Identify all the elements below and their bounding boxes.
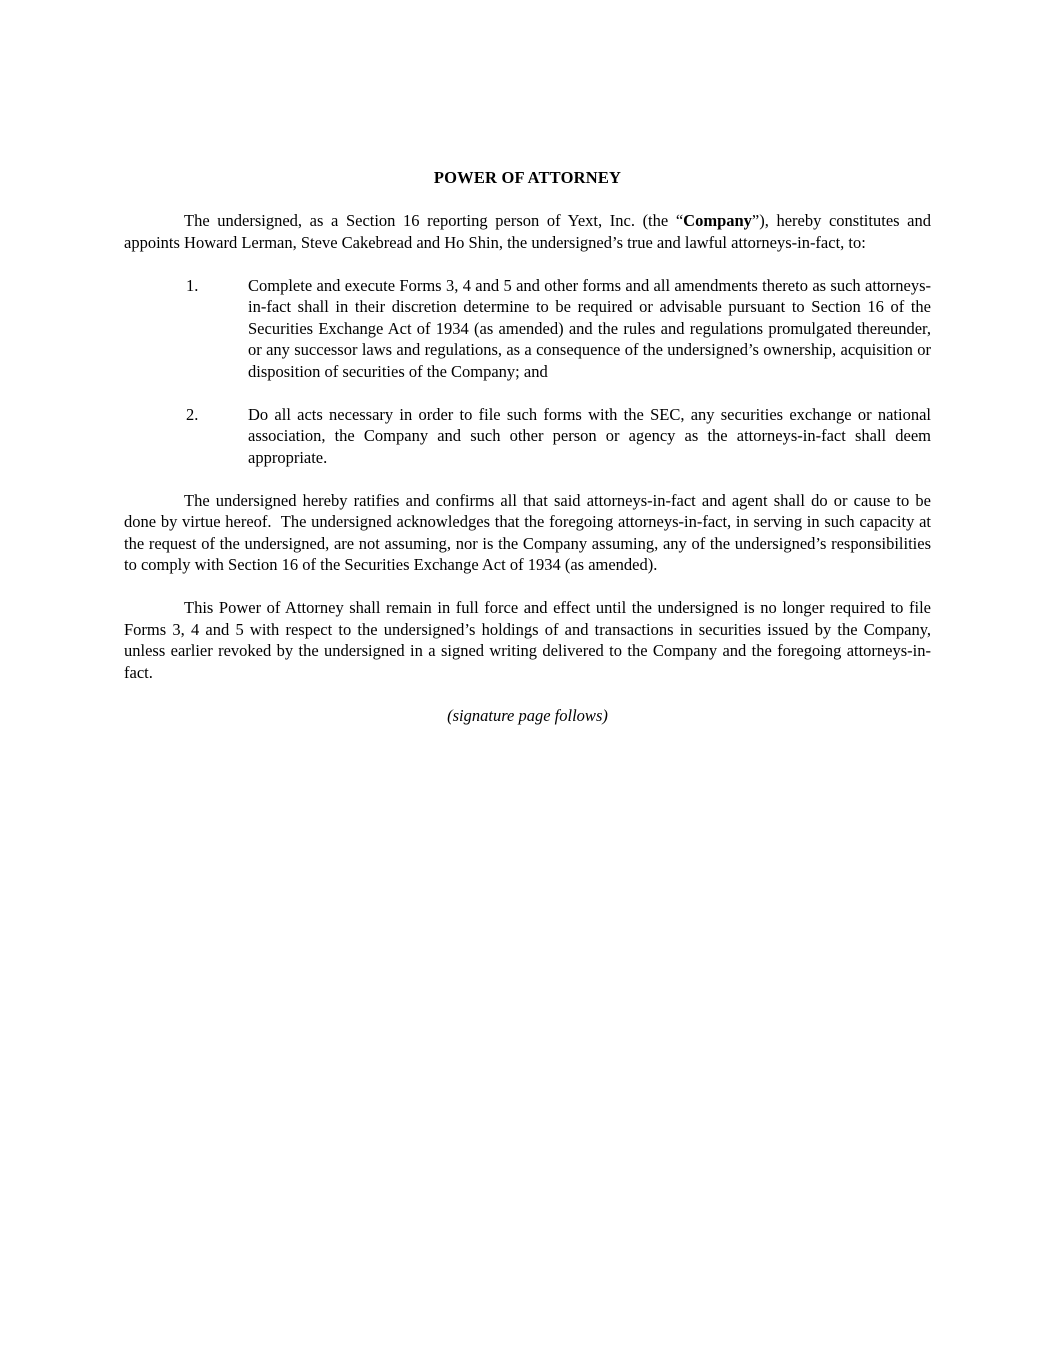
opening-paragraph-post: ”), hereby constitutes and appoints Howard Lerman, Steve Cakebread and Ho Shin, the undersigned’s true and lawful attorneys-in-fact, to: bbox=[124, 211, 931, 252]
list-item-1-number: 1. bbox=[186, 275, 199, 295]
document-title: POWER OF ATTORNEY bbox=[433, 168, 622, 187]
opening-paragraph-pre: The undersigned, as a Section 16 reporting person of Yext, Inc. (the “ bbox=[184, 211, 684, 230]
signature-page-note: (signature page follows) bbox=[447, 705, 608, 725]
opening-paragraph bbox=[124, 210, 931, 253]
duration-paragraph: This Power of Attorney shall remain in full force and effect until the undersigned is no longer required to file Forms 3, 4 and 5 with respect to the undersigned’s holdings of and transactions in securities issued by the Company, unless earlier revoked by the undersigned in a signed writing delivered to the Company and the foregoing attorneys-in-fact. bbox=[124, 598, 931, 682]
numbered-list bbox=[124, 275, 931, 469]
company-defined-term: Company bbox=[683, 211, 752, 230]
list-item-2-text: Do all acts necessary in order to file such forms with the SEC, any securities exchange or national association, the Company and such other person or agency as the attorneys-in-fact shall deem appropriate. bbox=[248, 404, 931, 467]
list-item-2-number: 2. bbox=[186, 404, 199, 424]
list-item-2 bbox=[124, 404, 931, 469]
list-item-1-text: Complete and execute Forms 3, 4 and 5 and other forms and all amendments thereto as such attorneys-in-fact shall in their discretion determine to be required or advisable pursuant to Section 16 of the Securities Exchange Act of 1934 (as amended) and the rules and regulations promulgated thereunder, or any successor laws and regulations, as a consequence of the undersigned’s ownership, acquisition or disposition of securities of the Company; and bbox=[248, 275, 931, 381]
list-item-1 bbox=[124, 275, 931, 383]
ratification-paragraph: The undersigned hereby ratifies and confirms all that said attorneys-in-fact and agent shall do or cause to be done by virtue hereof. The undersigned acknowledges that the foregoing attorneys-in-fact, in serving in such capacity at the request of the undersigned, are not assuming, nor is the Company assuming, any of the undersigned’s responsibilities to comply with Section 16 of the Securities Exchange Act of 1934 (as amended). bbox=[124, 490, 931, 574]
